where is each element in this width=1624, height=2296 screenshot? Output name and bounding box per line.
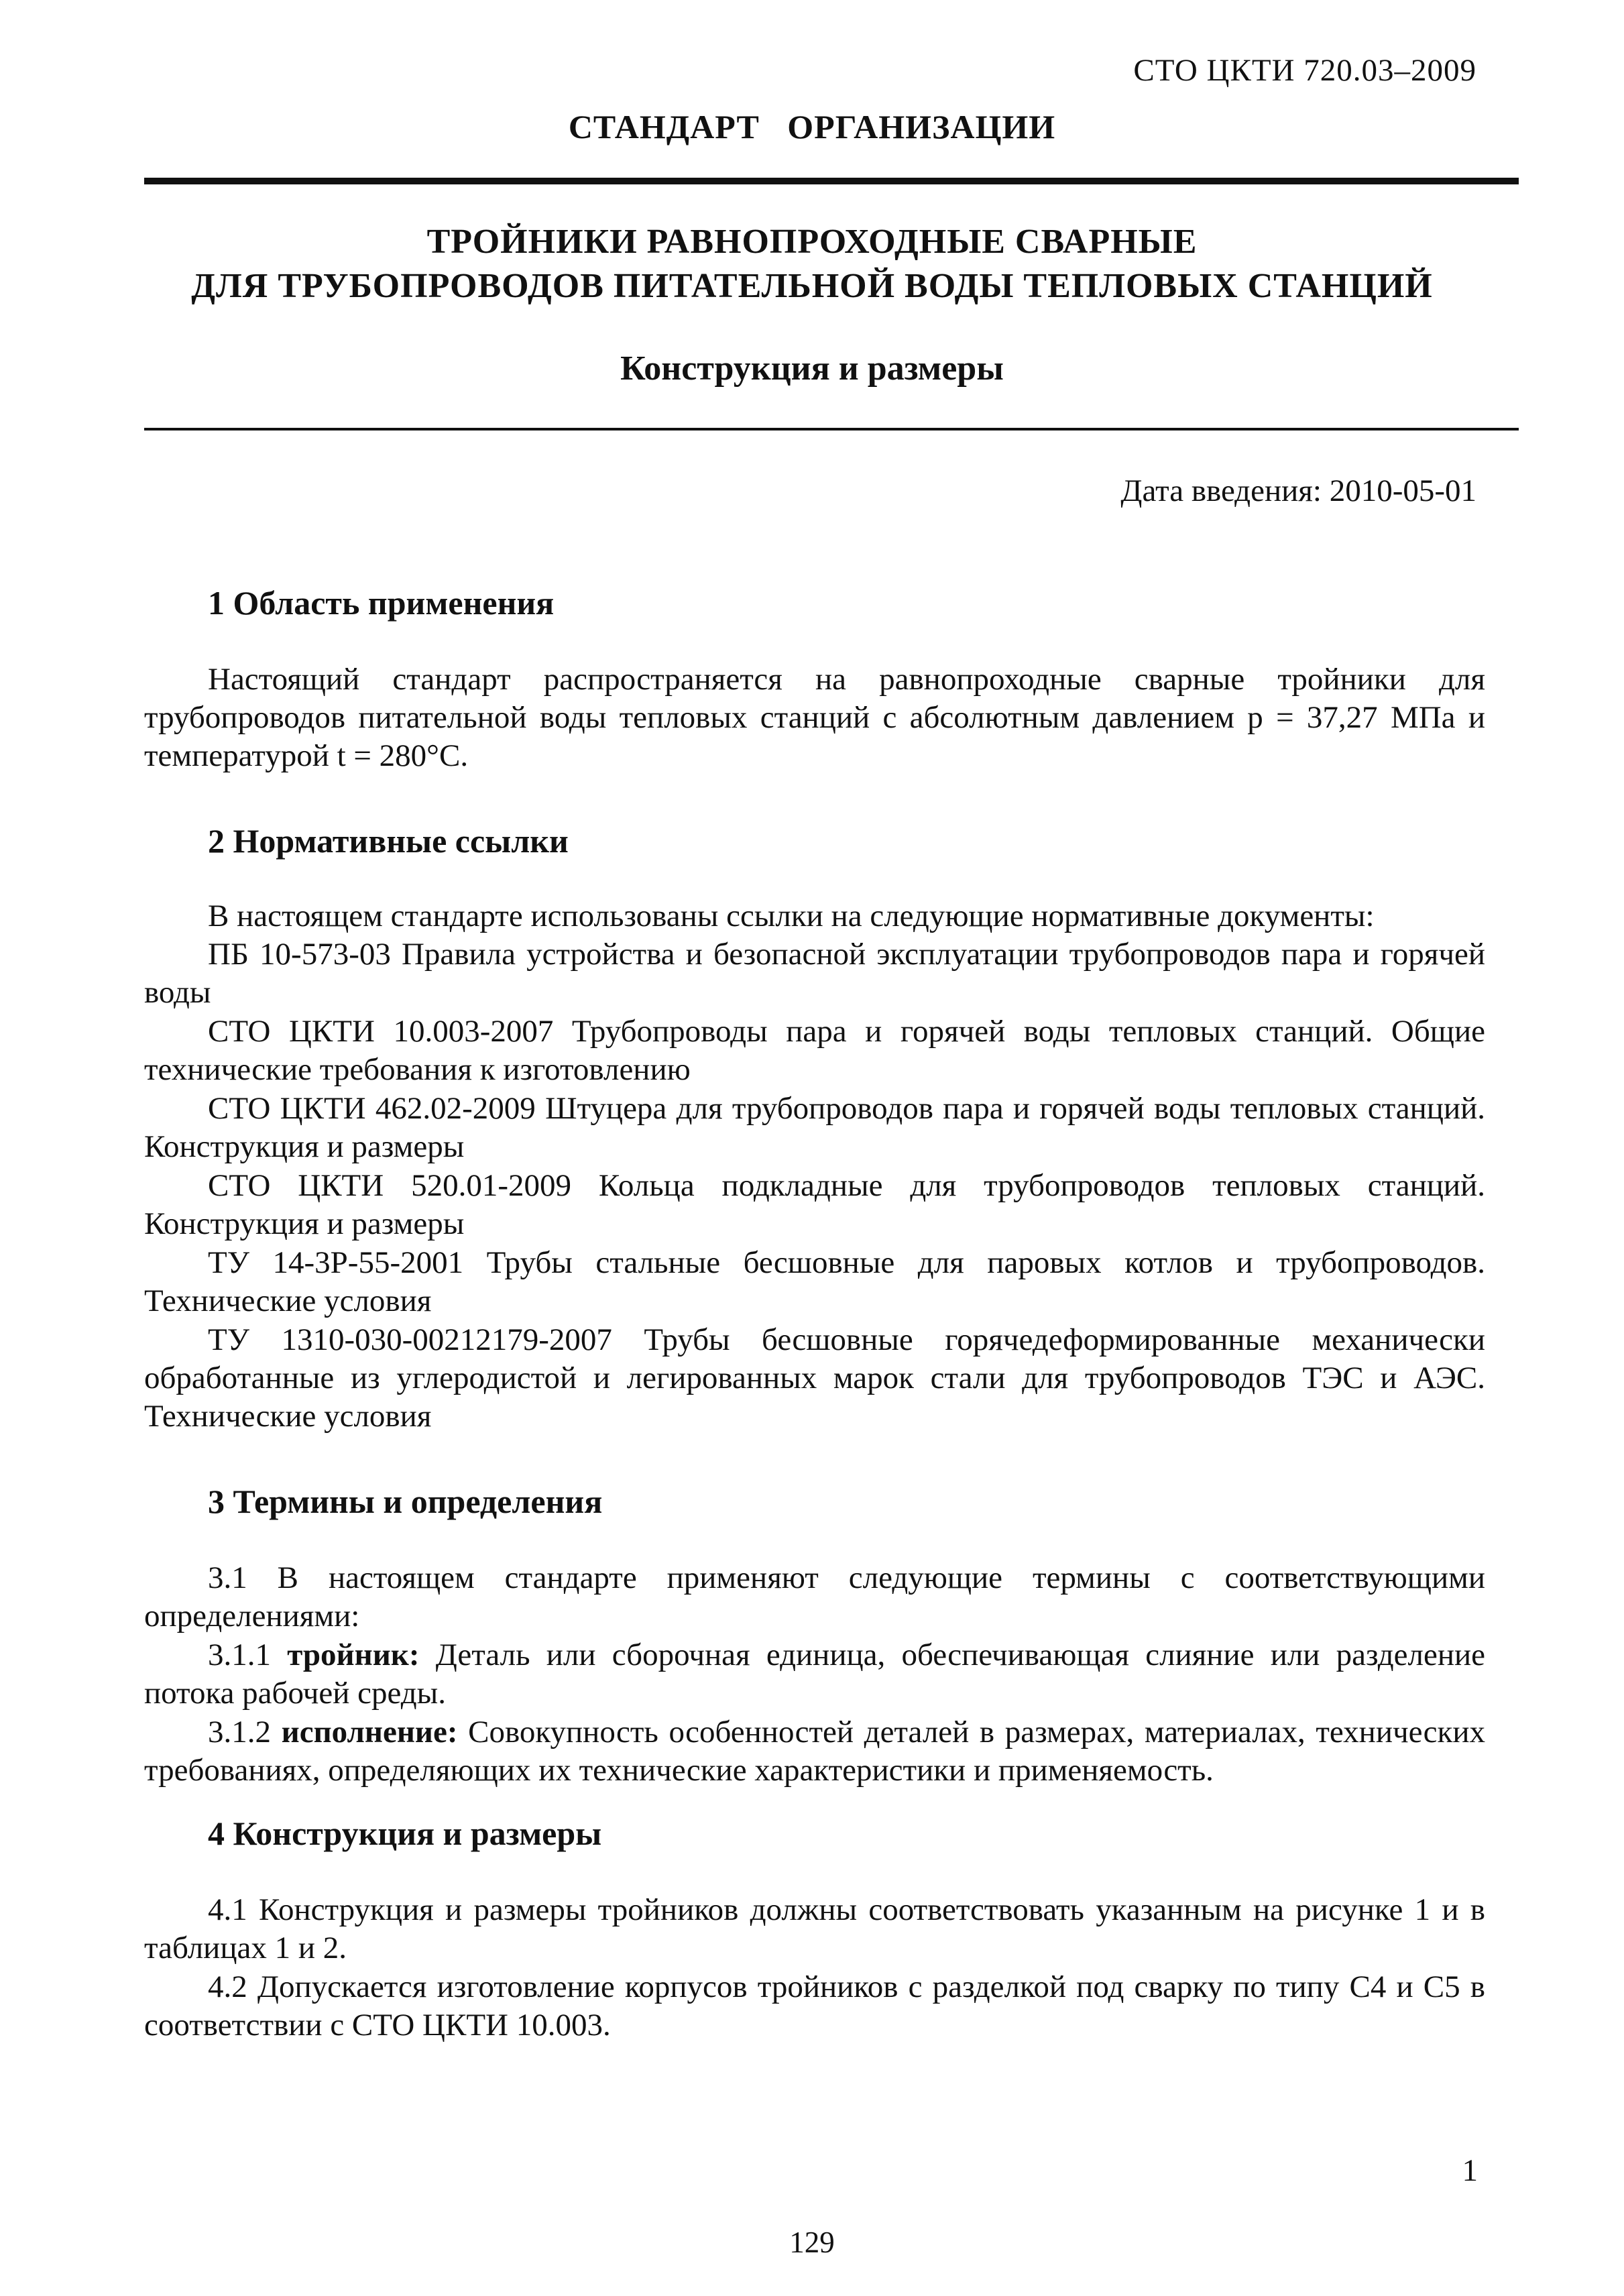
reference-item: ТУ 1310-030-00212179-2007 Трубы бесшовные горячедеформированные механически обработанные из углеродистой и легированных марок стали для трубопроводов ТЭС и АЭС. Технические условия xyxy=(144,1322,1485,1434)
section-2-heading: 2 Нормативные ссылки xyxy=(208,822,569,860)
section-4-paragraph-4-2: 4.2 Допускается изготовление корпусов тройников с разделкой под сварку по типу С4 и С5 в соответствии с СТО ЦКТИ 10.003. xyxy=(144,1969,1485,2043)
term-definition: Совокупность особенностей деталей в размерах, материалах, технических требованиях, определяющих их технические характеристики и применяемость. xyxy=(144,1715,1485,1788)
reference-item: ТУ 14-3Р-55-2001 Трубы стальные бесшовные для паровых котлов и трубопроводов. Технические условия xyxy=(144,1245,1485,1318)
term-name: исполнение: xyxy=(281,1715,458,1749)
title-line-1: ТРОЙНИКИ РАВНОПРОХОДНЫЕ СВАРНЫЕ xyxy=(426,223,1198,261)
title-line-2: ДЛЯ ТРУБОПРОВОДОВ ПИТАТЕЛЬНОЙ ВОДЫ ТЕПЛОВЫХ СТАНЦИЙ xyxy=(191,267,1433,305)
term-name: тройник: xyxy=(287,1638,420,1672)
section-4-paragraph-4-1: 4.1 Конструкция и размеры тройников должны соответствовать указанным на рисунке 1 и в таблицах 1 и 2. xyxy=(144,1892,1485,1965)
section-1-heading: 1 Область применения xyxy=(208,584,555,622)
header-divider xyxy=(144,178,1519,184)
document-title xyxy=(0,220,1624,308)
section-4-heading: 4 Конструкция и размеры xyxy=(208,1815,602,1852)
title-divider xyxy=(144,428,1519,431)
reference-item: СТО ЦКТИ 462.02-2009 Штуцера для трубопроводов пара и горячей воды тепловых станций. Конструкция и размеры xyxy=(144,1091,1485,1164)
term-tee-definition xyxy=(144,1636,1485,1713)
section-2-intro: В настоящем стандарте использованы ссылки на следующие нормативные документы: xyxy=(208,899,1375,933)
term-number: 3.1.2 xyxy=(208,1715,271,1749)
document-subtitle: Конструкция и размеры xyxy=(620,349,1004,388)
reference-item: ПБ 10-573-03 Правила устройства и безопасной эксплуатации трубопроводов пара и горячей воды xyxy=(144,937,1485,1010)
reference-item: СТО ЦКТИ 520.01-2009 Кольца подкладные для трубопроводов тепловых станций. Конструкция и размеры xyxy=(144,1168,1485,1241)
term-execution-definition xyxy=(144,1713,1485,1790)
introduction-date: Дата введения: 2010-05-01 xyxy=(1120,473,1476,508)
section-1-text: Настоящий стандарт распространяется на равнопроходные сварные тройники для трубопроводов питательной воды тепловых станций с абсолютным давлением p = 37,27 МПа и температурой t = 280°C. xyxy=(144,662,1485,773)
organization-standard-title: СТАНДАРТ ОРГАНИЗАЦИИ xyxy=(568,108,1056,146)
reference-item: СТО ЦКТИ 10.003-2007 Трубопроводы пара и горячей воды тепловых станций. Общие технические требования к изготовлению xyxy=(144,1014,1485,1087)
term-number: 3.1.1 xyxy=(208,1638,271,1672)
document-code: СТО ЦКТИ 720.03–2009 xyxy=(1133,53,1476,88)
book-page-number: 129 xyxy=(789,2226,835,2259)
term-definition: Деталь или сборочная единица, обеспечивающая слияние или разделение потока рабочей среды. xyxy=(144,1638,1486,1711)
page-number: 1 xyxy=(1462,2153,1478,2188)
section-3-heading: 3 Термины и определения xyxy=(208,1483,603,1520)
section-3-paragraph-3-1: 3.1 В настоящем стандарте применяют следующие термины с соответствующими определениями: xyxy=(144,1560,1485,1633)
